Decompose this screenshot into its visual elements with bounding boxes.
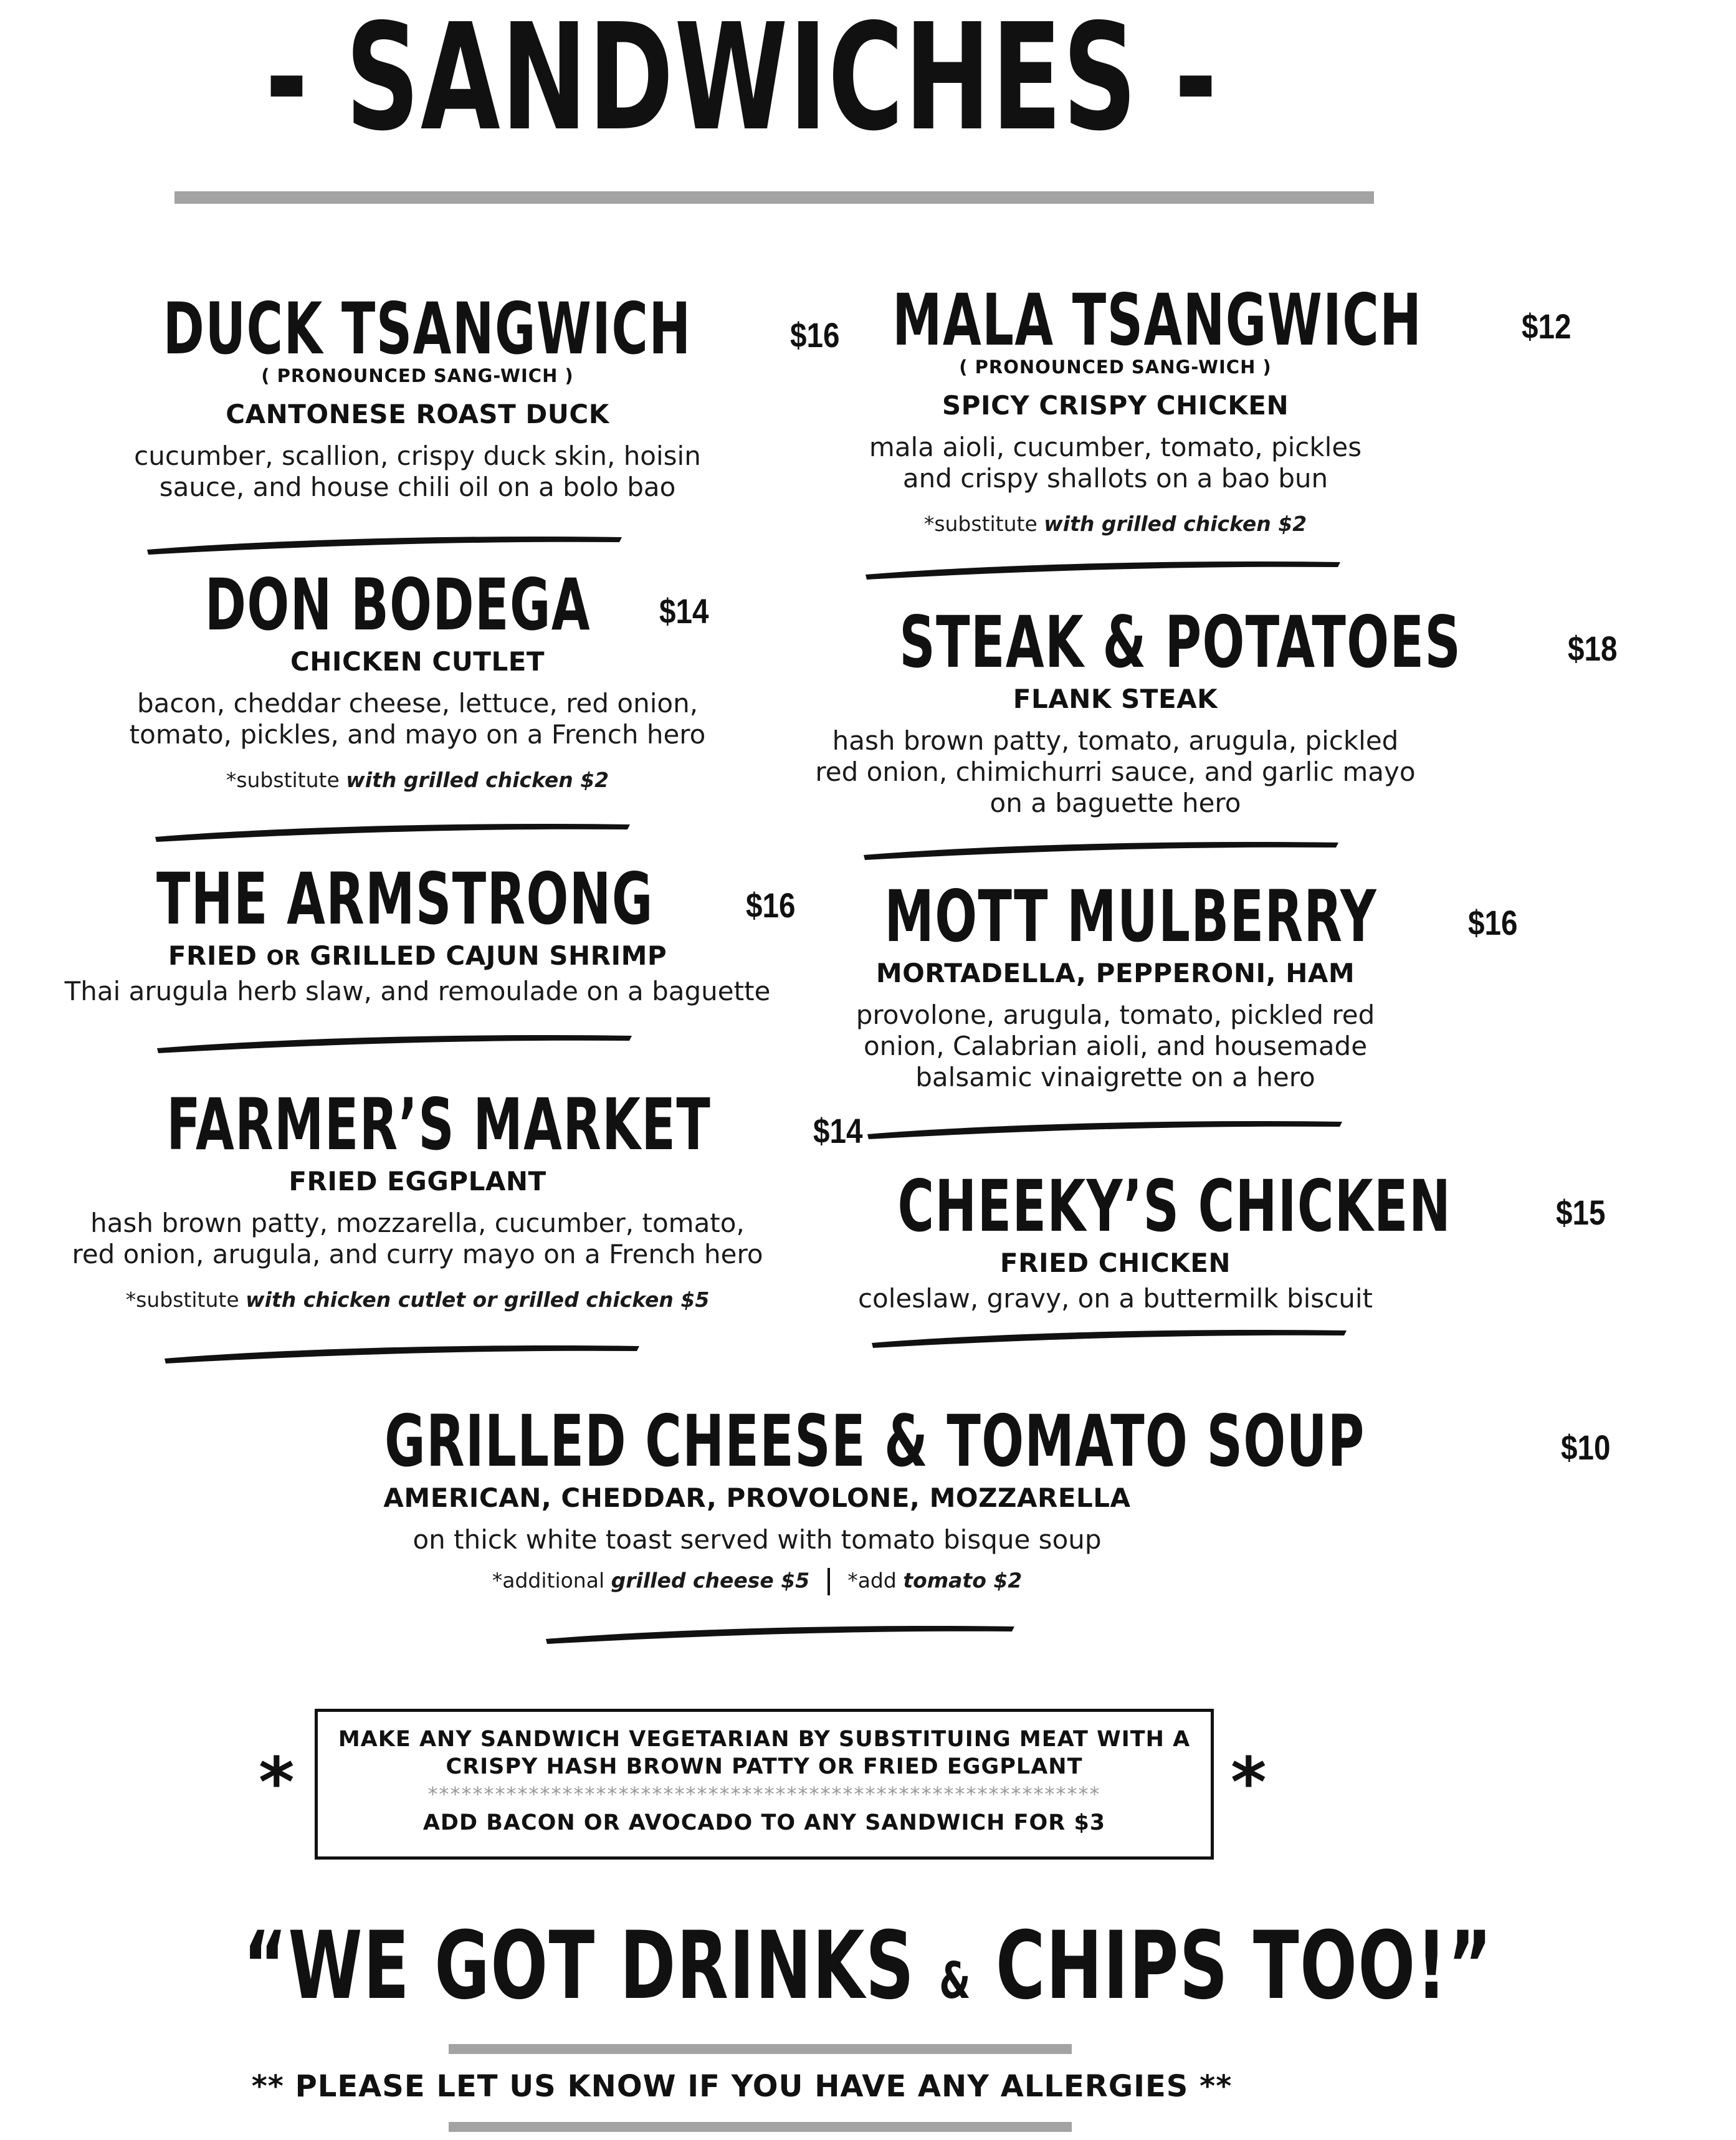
- note-prefix: *add: [847, 1568, 897, 1593]
- right-asterisk: *: [1231, 1742, 1267, 1822]
- menu-item-cheekys-chicken: [779, 1164, 1606, 1314]
- divider-swoosh: [865, 1115, 1345, 1140]
- item-subtitle: MORTADELLA, PEPPERONI, HAM: [875, 958, 1355, 988]
- item-name: GRILLED CHEESE & TOMATO SOUP: [384, 1399, 1365, 1483]
- veg-note-text: MAKE ANY SANDWICH VEGETARIAN BY SUBSTITUING MEAT WITH A: [338, 1727, 1191, 1752]
- page-title: [0, 0, 1484, 163]
- item-description: [50, 1208, 785, 1270]
- item-price: $18: [1567, 628, 1617, 668]
- item-name: MOTT MULBERRY: [884, 874, 1378, 958]
- left-asterisk: *: [259, 1742, 295, 1822]
- item-subtitle: AMERICAN, CHEDDAR, PROVOLONE, MOZZARELLA: [383, 1483, 1131, 1513]
- item-subtitle: FRIED EGGPLANT: [289, 1166, 546, 1197]
- item-note: [174, 1568, 1340, 1595]
- note-emphasis: with grilled chicken $2: [1044, 512, 1307, 536]
- item-description: [779, 1283, 1452, 1314]
- star-divider: ************************************************************: [427, 1782, 1101, 1806]
- subtitle-or: OR: [266, 945, 301, 970]
- note-emphasis: with chicken cutlet or grilled chicken $5: [246, 1287, 710, 1312]
- item-name: THE ARMSTRONG: [156, 857, 654, 940]
- menu-item-mott-mulberry: [779, 874, 1518, 1093]
- divider-swoosh: [863, 556, 1343, 581]
- item-description: [779, 1000, 1452, 1093]
- desc-line: on thick white toast served with tomato bisque soup: [413, 1524, 1102, 1555]
- item-price: $16: [745, 885, 796, 925]
- vegetarian-note-box: [315, 1709, 1214, 1860]
- note-prefix: *additional: [492, 1568, 605, 1593]
- item-subtitle: SPICY CRISPY CHICKEN: [942, 390, 1289, 421]
- subtitle-part: GRILLED CAJUN SHRIMP: [310, 940, 667, 971]
- item-price: $16: [790, 315, 840, 355]
- addon-note: ADD BACON OR AVOCADO TO ANY SANDWICH FOR $3: [422, 1810, 1106, 1835]
- note-prefix: *substitute: [923, 512, 1037, 536]
- item-name: CHEEKY’S CHICKEN: [897, 1164, 1452, 1248]
- menu-item-don-bodega: [50, 564, 785, 792]
- item-pronunciation: ( PRONOUNCED SANG-WICH ): [959, 356, 1272, 378]
- note-emphasis: grilled cheese $5: [611, 1568, 810, 1593]
- menu-item-steak-potatoes: [779, 600, 1617, 819]
- divider-swoosh: [145, 531, 624, 556]
- divider-swoosh: [543, 1620, 1017, 1645]
- divider-swoosh: [155, 1029, 634, 1054]
- item-description: [50, 976, 785, 1007]
- item-name: FARMER’S MARKET: [166, 1082, 712, 1166]
- desc-line: mala aioli, cucumber, tomato, pickles: [869, 432, 1362, 462]
- item-pronunciation: ( PRONOUNCED SANG-WICH ): [261, 365, 574, 386]
- title-text: - SANDWICHES -: [265, 0, 1218, 163]
- menu-item-mala-tsangwich: [779, 278, 1571, 536]
- item-price: $12: [1521, 306, 1571, 346]
- tagline-text: [243, 1913, 1493, 2034]
- menu-item-duck-tsangwich: [50, 287, 840, 503]
- item-name: MALA TSANGWICH: [892, 278, 1423, 361]
- item-price: $14: [813, 1111, 863, 1150]
- menu-item-the-armstrong: [50, 857, 796, 1007]
- divider-swoosh: [869, 1324, 1349, 1349]
- desc-line: sauce, and house chili oil on a bolo bao: [159, 472, 676, 502]
- item-subtitle: [50, 940, 785, 971]
- item-name: DON BODEGA: [204, 563, 591, 646]
- tagline: [0, 1912, 1493, 2034]
- item-description: [779, 725, 1452, 819]
- item-note: [50, 768, 785, 792]
- item-subtitle: FRIED CHICKEN: [999, 1248, 1231, 1278]
- desc-line: balsamic vinaigrette on a hero: [915, 1062, 1315, 1092]
- desc-line: cucumber, scallion, crispy duck skin, hoisin: [134, 441, 701, 471]
- item-price: $10: [1560, 1427, 1611, 1467]
- item-price: $16: [1468, 902, 1518, 942]
- desc-line: coleslaw, gravy, on a buttermilk biscuit: [857, 1283, 1373, 1314]
- item-description: [174, 1524, 1340, 1555]
- note-separator: [827, 1568, 830, 1595]
- note-emphasis: with grilled chicken $2: [346, 768, 609, 792]
- menu-item-grilled-cheese: [174, 1399, 1611, 1595]
- item-description: [50, 441, 785, 503]
- desc-line: and crispy shallots on a bao bun: [902, 463, 1328, 494]
- menu-item-farmers-market: [50, 1082, 863, 1312]
- veg-note-text: CRISPY HASH BROWN PATTY OR FRIED EGGPLANT: [446, 1754, 1083, 1779]
- title-divider: [174, 191, 1374, 204]
- allergy-notice: ** PLEASE LET US KNOW IF YOU HAVE ANY ALLERGIES **: [251, 2069, 1233, 2104]
- desc-line: red onion, arugula, and curry mayo on a French hero: [72, 1239, 763, 1269]
- desc-line: provolone, arugula, tomato, pickled red: [856, 1000, 1375, 1030]
- item-price: $15: [1555, 1192, 1606, 1232]
- divider-swoosh: [153, 818, 632, 843]
- divider-swoosh: [861, 836, 1341, 861]
- desc-line: on a baguette hero: [990, 788, 1241, 818]
- item-name: STEAK & POTATOES: [899, 600, 1462, 684]
- tagline-part: CHIPS TOO!”: [995, 1912, 1493, 2020]
- desc-line: bacon, cheddar cheese, lettuce, red onion,: [136, 688, 699, 719]
- desc-line: hash brown patty, tomato, arugula, pickled: [832, 725, 1399, 756]
- footer-divider-top: [449, 2044, 1072, 2054]
- desc-line: Thai arugula herb slaw, and remoulade on a baguette: [64, 976, 771, 1006]
- item-description: [50, 688, 785, 750]
- desc-line: red onion, chimichurri sauce, and garlic mayo: [815, 757, 1416, 787]
- desc-line: onion, Calabrian aioli, and housemade: [863, 1031, 1368, 1061]
- item-subtitle: CANTONESE ROAST DUCK: [226, 399, 609, 429]
- divider-swoosh: [162, 1340, 642, 1365]
- item-subtitle: CHICKEN CUTLET: [290, 646, 545, 677]
- item-description: [779, 432, 1452, 494]
- subtitle-part: FRIED: [168, 940, 257, 971]
- item-note: [779, 512, 1452, 536]
- desc-line: tomato, pickles, and mayo on a French hero: [129, 719, 706, 750]
- desc-line: hash brown patty, mozzarella, cucumber, tomato,: [90, 1208, 745, 1238]
- veg-note-line: [318, 1726, 1211, 1780]
- note-prefix: *substitute: [125, 1287, 239, 1312]
- tagline-part: “WE GOT DRINKS: [243, 1912, 915, 2020]
- note-prefix: *substitute: [226, 768, 340, 792]
- item-name: DUCK TSANGWICH: [163, 287, 692, 370]
- item-subtitle: FLANK STEAK: [1013, 684, 1218, 714]
- footer-divider-bottom: [449, 2122, 1072, 2132]
- item-price: $14: [659, 591, 709, 631]
- tagline-ampersand: &: [939, 1952, 971, 2010]
- item-note: [50, 1287, 785, 1312]
- note-emphasis: tomato $2: [903, 1568, 1023, 1593]
